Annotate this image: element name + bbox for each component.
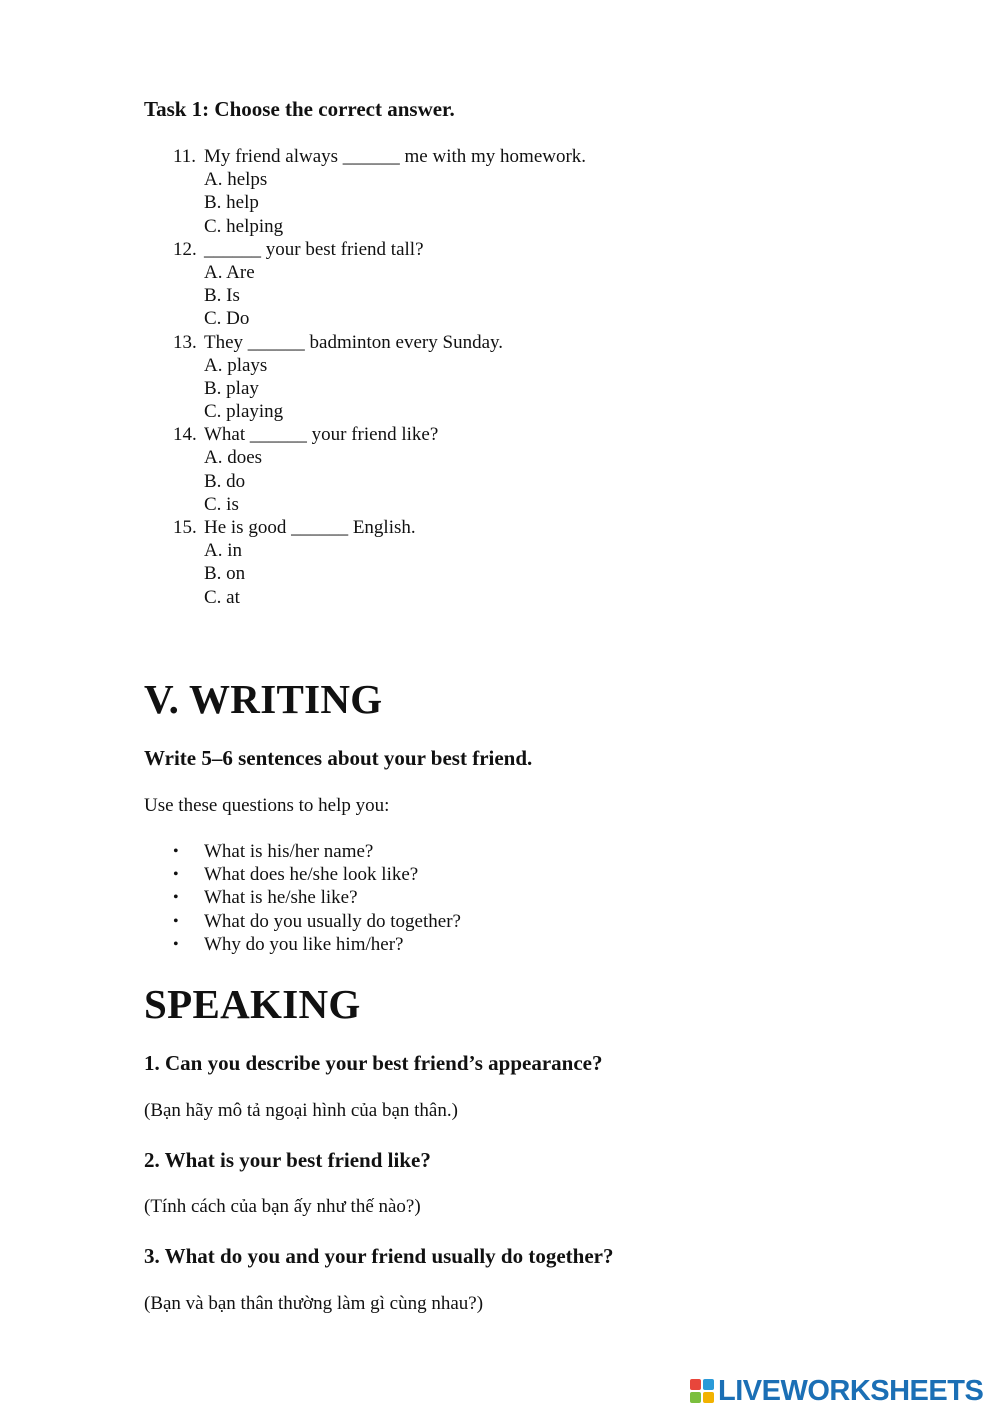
option-11-a[interactable]	[0, 168, 1000, 191]
option-label: C. helping	[204, 215, 284, 237]
bullet-icon: •	[173, 935, 179, 953]
option-11-c[interactable]	[0, 215, 1000, 238]
logo-square	[703, 1392, 714, 1403]
writing-prompt-list	[0, 840, 1000, 956]
list-item	[0, 933, 1000, 956]
question-number: 11.	[173, 146, 197, 167]
option-11-b[interactable]	[0, 191, 1000, 214]
speaking-heading: SPEAKING	[144, 981, 361, 1027]
option-label: A. does	[204, 447, 263, 469]
logo-square	[690, 1379, 701, 1390]
question-text: He is good ______ English.	[204, 517, 416, 538]
bullet-icon: •	[173, 866, 179, 884]
question-list	[0, 145, 1000, 609]
logo-square	[690, 1392, 701, 1403]
question-11	[0, 145, 1000, 168]
task-1-title: Task 1: Choose the correct answer.	[144, 97, 455, 121]
speaking-question-2: 2. What is your best friend like?	[144, 1148, 431, 1172]
question-number: 13.	[173, 331, 197, 353]
option-label: C. Do	[204, 308, 250, 330]
question-number: 14.	[173, 424, 197, 446]
option-label: B. play	[204, 377, 259, 399]
speaking-translation-1: (Bạn hãy mô tả ngoại hình của bạn thân.)	[144, 1100, 458, 1121]
writing-heading: V. WRITING	[144, 676, 383, 722]
list-item	[0, 840, 1000, 863]
speaking-question-1: 1. Can you describe your best friend’s appearance?	[144, 1051, 603, 1075]
liveworksheets-logo[interactable]	[690, 1376, 990, 1406]
list-item	[0, 910, 1000, 933]
question-text: What ______ your friend like?	[204, 424, 439, 446]
logo-mark-icon	[690, 1379, 714, 1403]
writing-subheading: Write 5–6 sentences about your best friend.	[144, 746, 533, 770]
option-label: A. helps	[204, 169, 268, 191]
logo-text: LIVEWORKSHEETS	[718, 1375, 984, 1407]
question-15	[0, 516, 1000, 539]
option-13-a[interactable]	[0, 354, 1000, 377]
list-item	[0, 863, 1000, 886]
option-14-c[interactable]	[0, 493, 1000, 516]
option-15-a[interactable]	[0, 539, 1000, 562]
speaking-translation-3: (Bạn và bạn thân thường làm gì cùng nhau?)	[144, 1293, 484, 1314]
option-14-a[interactable]	[0, 446, 1000, 469]
question-text: My friend always ______ me with my homework.	[204, 146, 587, 167]
bullet-icon: •	[173, 912, 179, 930]
question-text: ______ your best friend tall?	[204, 238, 424, 260]
question-text: They ______ badminton every Sunday.	[204, 331, 504, 353]
option-label: C. at	[204, 586, 240, 608]
option-12-c[interactable]	[0, 307, 1000, 330]
option-14-b[interactable]	[0, 470, 1000, 493]
option-label: B. help	[204, 192, 259, 214]
option-label: B. do	[204, 470, 246, 492]
logo-square	[703, 1379, 714, 1390]
option-15-b[interactable]	[0, 562, 1000, 585]
option-label: B. on	[204, 563, 246, 585]
list-item-text: What do you usually do together?	[204, 910, 461, 932]
bullet-icon: •	[173, 843, 179, 860]
question-13	[0, 331, 1000, 354]
option-label: A. in	[204, 540, 242, 562]
list-item-text: Why do you like him/her?	[204, 933, 404, 955]
option-12-a[interactable]	[0, 261, 1000, 284]
option-label: A. plays	[204, 354, 268, 376]
question-number: 15.	[173, 517, 197, 538]
list-item-text: What does he/she look like?	[204, 864, 419, 886]
option-label: B. Is	[204, 285, 240, 307]
question-number: 12.	[173, 238, 197, 260]
list-item	[0, 886, 1000, 909]
option-13-c[interactable]	[0, 400, 1000, 423]
option-label: C. playing	[204, 401, 284, 423]
list-item-text: What is his/her name?	[204, 841, 374, 862]
list-item-text: What is he/she like?	[204, 887, 358, 909]
question-14	[0, 423, 1000, 446]
question-12	[0, 238, 1000, 261]
writing-intro: Use these questions to help you:	[144, 795, 390, 816]
option-12-b[interactable]	[0, 284, 1000, 307]
speaking-translation-2: (Tính cách của bạn ấy như thế nào?)	[144, 1196, 421, 1217]
option-label: C. is	[204, 493, 239, 515]
speaking-question-3: 3. What do you and your friend usually do together?	[144, 1244, 614, 1268]
option-15-c[interactable]	[0, 586, 1000, 609]
bullet-icon: •	[173, 889, 179, 907]
option-13-b[interactable]	[0, 377, 1000, 400]
option-label: A. Are	[204, 261, 255, 283]
